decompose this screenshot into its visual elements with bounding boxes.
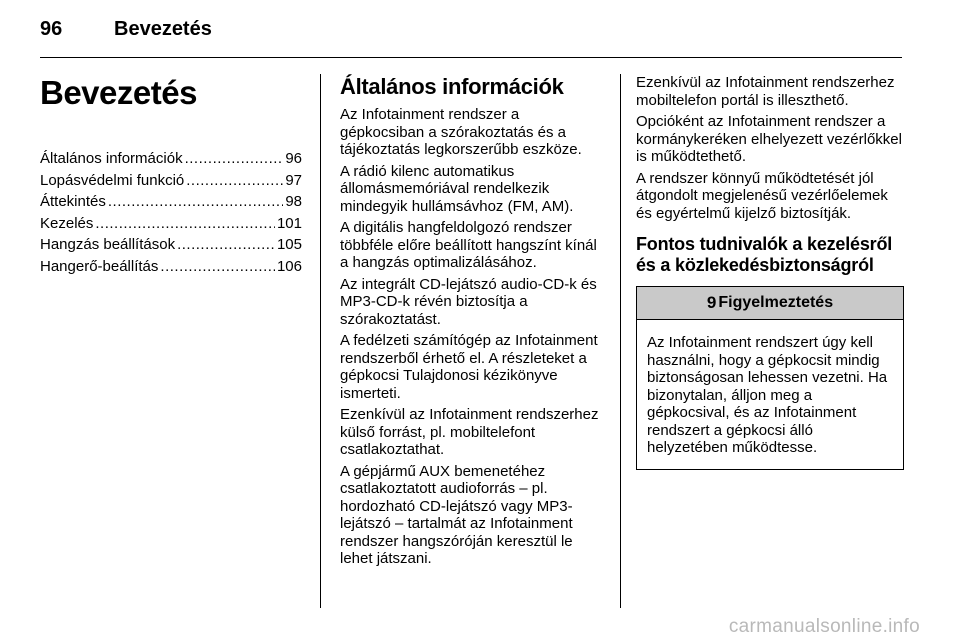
toc-leader-dots bbox=[186, 172, 283, 190]
warning-box bbox=[636, 286, 904, 470]
watermark: carmanualsonline.info bbox=[728, 616, 920, 637]
column-safety bbox=[636, 74, 904, 470]
toc-leader-dots bbox=[95, 215, 275, 233]
toc-item[interactable] bbox=[40, 193, 302, 215]
toc-page: 97 bbox=[285, 171, 302, 189]
chapter-title: Bevezetés bbox=[40, 74, 197, 111]
toc-item[interactable] bbox=[40, 150, 302, 172]
body-paragraph: A rendszer könnyű működtetését jól átgondolt megjelenésű vezérlőelemek és egyértelmű kijelző biztosítják. bbox=[636, 169, 888, 222]
body-paragraph: Az Infotainment rendszer a gépkocsiban a szórakoztatás és a tájékoztatás legkorszerűbb eszköze. bbox=[340, 106, 582, 158]
toc-item[interactable] bbox=[40, 236, 302, 258]
body-paragraph: A gépjármű AUX bemenetéhez csatlakoztatott audioforrás – pl. hordozható CD-lejátszó vagy MP3-lejátszó – tartalmát az Infotainment rendszer hangszóróján keresztül le lehet játszani. bbox=[340, 462, 573, 567]
subsection-title: Fontos tudnivalók a kezelésről és a közlekedésbiztonságról bbox=[636, 234, 893, 275]
toc-page: 98 bbox=[285, 193, 302, 210]
toc-label: Általános információk bbox=[40, 150, 183, 167]
table-of-contents bbox=[40, 150, 302, 279]
toc-label: Hangerő-beállítás bbox=[40, 257, 159, 275]
warning-icon: 9 bbox=[706, 293, 717, 313]
body-paragraph: Ezenkívül az Infotainment rendszerhez mobiltelefon portál is illeszthető. bbox=[636, 74, 895, 109]
toc-page: 96 bbox=[285, 150, 302, 167]
toc-label: Lopásvédelmi funkció bbox=[40, 171, 185, 189]
toc-label: Áttekintés bbox=[40, 193, 106, 210]
toc-page: 106 bbox=[276, 257, 302, 275]
running-title: Bevezetés bbox=[114, 18, 212, 40]
toc-page: 101 bbox=[276, 214, 302, 232]
warning-text: Az Infotainment rendszert úgy kell használni, hogy a gépkocsit mindig biztonságosan lehessen vezetni. Ha bizonytalan, álljon meg a gépkocsival, és az Infotainment rendszert a gépkocsi álló helyzetében működtesse. bbox=[647, 334, 888, 456]
toc-leader-dots bbox=[160, 258, 275, 276]
toc-page: 105 bbox=[276, 236, 302, 253]
body-paragraph: Opcióként az Infotainment rendszer a kormánykeréken elhelyezett vezérlőkkel is működtethető. bbox=[636, 113, 902, 165]
toc-leader-dots bbox=[108, 193, 283, 211]
toc-item[interactable] bbox=[40, 172, 302, 194]
column-toc bbox=[40, 74, 302, 279]
body-paragraph: Az integrált CD-lejátszó audio-CD-k és MP3-CD-k révén biztosítja a szórakoztatást. bbox=[340, 275, 597, 328]
page-header bbox=[40, 0, 902, 58]
toc-label: Kezelés bbox=[40, 214, 94, 232]
column-general-info bbox=[340, 74, 604, 572]
body-paragraph: Ezenkívül az Infotainment rendszerhez külső forrást, pl. mobiltelefont csatlakoztathat. bbox=[340, 406, 599, 458]
body-paragraph: A fedélzeti számítógép az Infotainment rendszerből érhető el. A részleteket a gépkocsi Tulajdonosi kézikönyve ismerteti. bbox=[340, 332, 598, 402]
header-rule bbox=[40, 57, 902, 58]
body-paragraph: A rádió kilenc automatikus állomásmemóriával rendelkezik mindegyik hullámsávhoz (FM, AM). bbox=[340, 162, 574, 215]
toc-item[interactable] bbox=[40, 258, 302, 280]
section-title: Általános információk bbox=[340, 74, 564, 99]
toc-leader-dots bbox=[177, 236, 275, 254]
warning-title: Figyelmeztetés bbox=[718, 294, 834, 312]
toc-label: Hangzás beállítások bbox=[40, 236, 176, 253]
warning-header bbox=[637, 287, 903, 320]
toc-item[interactable] bbox=[40, 215, 302, 237]
body-paragraph: A digitális hangfeldolgozó rendszer többféle előre beállított hangszínt kínál a hangzás optimalizálásához. bbox=[340, 219, 597, 271]
toc-leader-dots bbox=[185, 150, 284, 168]
page-number: 96 bbox=[40, 18, 63, 40]
column-divider bbox=[620, 74, 621, 608]
column-divider bbox=[320, 74, 321, 608]
